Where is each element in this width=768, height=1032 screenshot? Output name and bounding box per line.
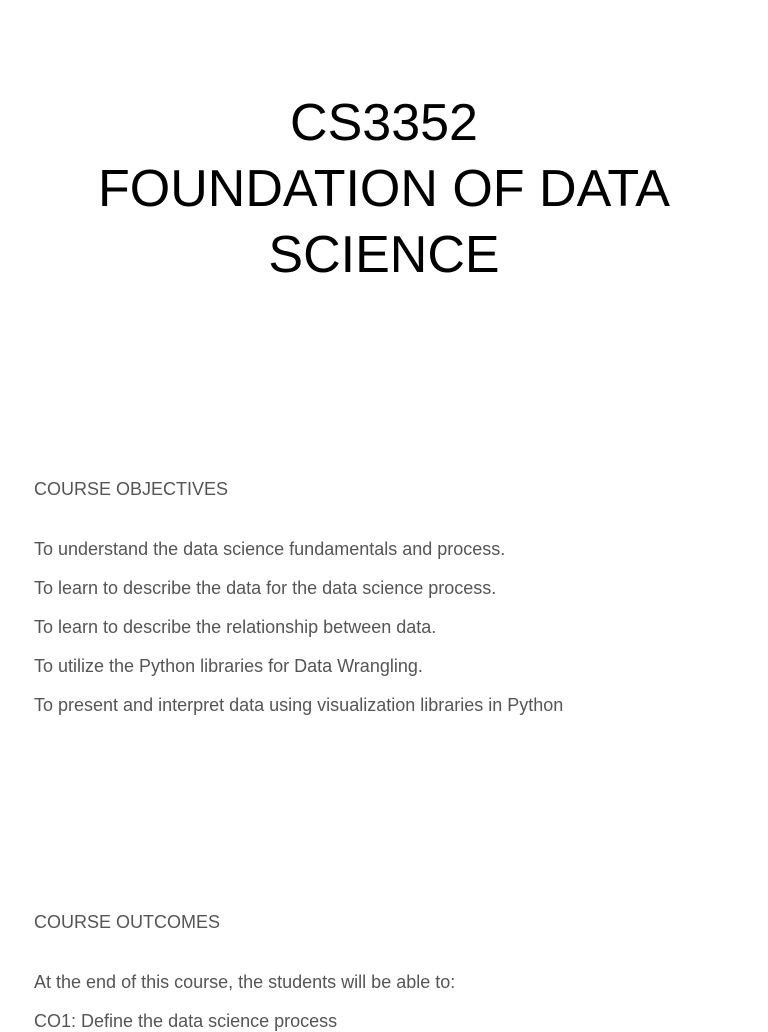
objectives-list xyxy=(34,538,563,733)
outcomes-intro: At the end of this course, the students will be able to: xyxy=(34,972,456,992)
outcomes-heading: COURSE OUTCOMES xyxy=(34,912,221,932)
course-code: CS3352 xyxy=(290,94,478,152)
objective-item: To understand the data science fundamentals and process. xyxy=(34,539,506,559)
objective-item: To learn to describe the data for the data science process. xyxy=(34,578,497,598)
course-name-line-2: SCIENCE xyxy=(268,226,500,284)
outcomes-list xyxy=(34,1010,337,1032)
objectives-heading: COURSE OBJECTIVES xyxy=(34,479,229,499)
objective-item: To present and interpret data using visualization libraries in Python xyxy=(34,695,564,715)
objective-item: To learn to describe the relationship between data. xyxy=(34,617,437,637)
document-title xyxy=(0,90,768,288)
course-name-line-1: FOUNDATION OF DATA xyxy=(98,160,670,218)
objective-item: To utilize the Python libraries for Data Wrangling. xyxy=(34,656,423,676)
outcome-item: CO1: Define the data science process xyxy=(34,1011,338,1031)
